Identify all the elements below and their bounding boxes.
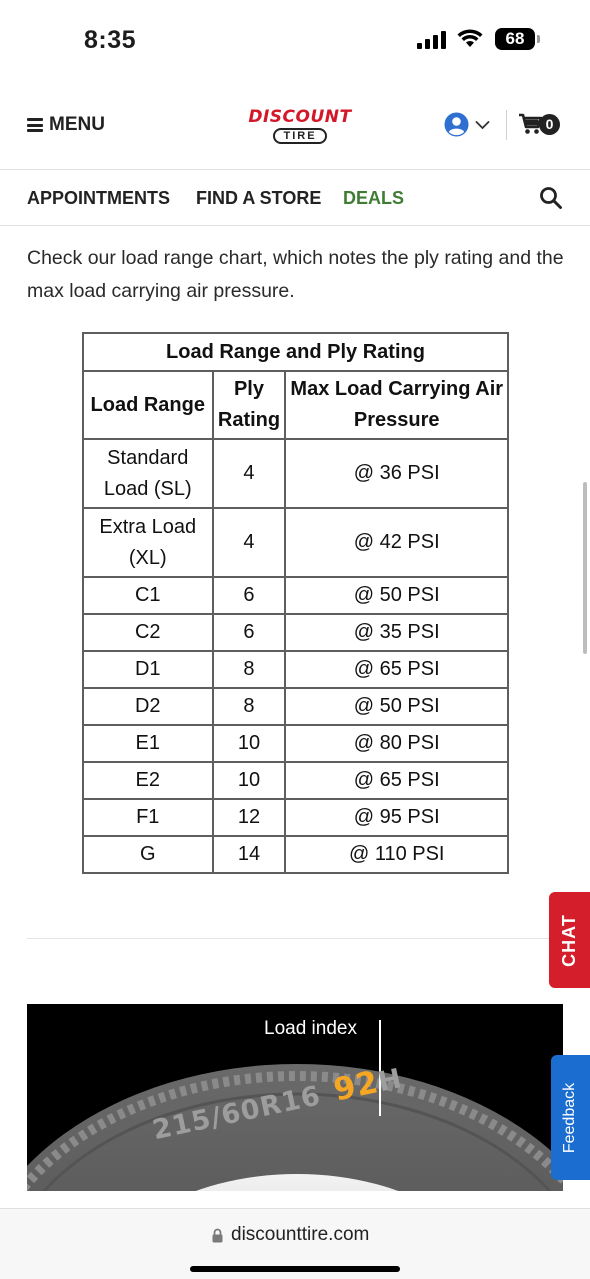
table-row [83, 688, 508, 725]
header-divider [506, 110, 507, 140]
logo-wordmark-top: DISCOUNT [248, 107, 352, 127]
table-row [83, 836, 508, 873]
table-header-row [83, 371, 508, 439]
home-indicator [190, 1266, 400, 1272]
ply-rating-cell: 6 [213, 577, 286, 614]
url-display[interactable] [212, 1224, 369, 1246]
load-index-value: 92 [330, 1064, 383, 1109]
ply-rating-cell: 8 [213, 688, 286, 725]
table-row [83, 651, 508, 688]
load-range-cell: F1 [83, 799, 213, 836]
menu-button[interactable] [27, 114, 105, 136]
air-pressure-cell: @ 42 PSI [285, 508, 508, 577]
air-pressure-cell: @ 50 PSI [285, 688, 508, 725]
load-range-cell: D1 [83, 651, 213, 688]
air-pressure-cell: @ 65 PSI [285, 651, 508, 688]
ply-rating-cell: 4 [213, 508, 286, 577]
cart-button[interactable] [519, 113, 560, 135]
table-row [83, 762, 508, 799]
ply-rating-cell: 14 [213, 836, 286, 873]
air-pressure-cell: @ 80 PSI [285, 725, 508, 762]
nav-appointments[interactable]: APPOINTMENTS [27, 188, 171, 208]
ply-rating-cell: 8 [213, 651, 286, 688]
load-range-cell: Standard Load (SL) [83, 439, 213, 508]
load-range-cell: C2 [83, 614, 213, 651]
load-range-cell: Extra Load (XL) [83, 508, 213, 577]
load-range-cell: G [83, 836, 213, 873]
feedback-label: Feedback [561, 1082, 579, 1153]
air-pressure-cell: @ 36 PSI [285, 439, 508, 508]
table-row [83, 799, 508, 836]
cart-count-badge: 0 [539, 114, 560, 135]
status-bar [0, 0, 590, 80]
scrollbar[interactable] [583, 482, 587, 654]
cellular-signal-icon [417, 31, 446, 49]
table-caption: Load Range and Ply Rating [83, 333, 508, 371]
load-range-table [82, 332, 509, 874]
search-icon[interactable] [539, 186, 563, 210]
chat-button[interactable] [549, 892, 590, 988]
chevron-down-icon [475, 120, 490, 130]
site-header [0, 80, 590, 170]
air-pressure-cell: @ 110 PSI [285, 836, 508, 873]
header-ply-rating: Ply Rating [213, 371, 286, 439]
load-index-label: Load index [264, 1018, 357, 1039]
main-nav [0, 170, 590, 226]
ply-rating-cell: 10 [213, 762, 286, 799]
load-range-cell: E2 [83, 762, 213, 799]
ply-rating-cell: 12 [213, 799, 286, 836]
tire-size-value: 215/60R16 [149, 1080, 324, 1147]
logo-wordmark-bottom: TIRE [273, 128, 326, 144]
battery-icon: 68 [495, 28, 535, 50]
load-range-cell: E1 [83, 725, 213, 762]
table-row [83, 725, 508, 762]
air-pressure-cell: @ 65 PSI [285, 762, 508, 799]
ply-rating-cell: 4 [213, 439, 286, 508]
section-divider [27, 938, 563, 939]
header-max-air-pressure: Max Load Carrying Air Pressure [285, 371, 508, 439]
air-pressure-cell: @ 35 PSI [285, 614, 508, 651]
tire-sidewall-image [27, 1004, 563, 1191]
user-avatar-icon [444, 112, 469, 137]
feedback-button[interactable] [551, 1055, 590, 1180]
ply-rating-cell: 10 [213, 725, 286, 762]
intro-paragraph: Check our load range chart, which notes the ply rating and the max load carrying air pressure. [27, 247, 564, 302]
hamburger-icon [27, 118, 43, 132]
nav-find-a-store[interactable]: FIND A STORE [196, 188, 322, 208]
load-range-cell: C1 [83, 577, 213, 614]
menu-label: MENU [49, 114, 105, 135]
air-pressure-cell: @ 50 PSI [285, 577, 508, 614]
air-pressure-cell: @ 95 PSI [285, 799, 508, 836]
header-load-range: Load Range [83, 371, 213, 439]
table-row [83, 439, 508, 508]
wifi-icon [457, 28, 483, 48]
ply-rating-cell: 6 [213, 614, 286, 651]
url-text: discounttire.com [231, 1224, 370, 1245]
clock: 8:35 [84, 26, 137, 54]
load-range-cell: D2 [83, 688, 213, 725]
discount-tire-logo[interactable] [248, 108, 352, 144]
lock-icon [212, 1228, 223, 1243]
table-row [83, 577, 508, 614]
account-button[interactable] [444, 112, 490, 137]
browser-address-bar[interactable] [0, 1208, 590, 1279]
nav-deals[interactable]: DEALS [343, 188, 405, 208]
chat-label: CHAT [559, 913, 579, 967]
speed-rating-value: H [375, 1063, 406, 1099]
table-row [83, 508, 508, 577]
table-row [83, 614, 508, 651]
